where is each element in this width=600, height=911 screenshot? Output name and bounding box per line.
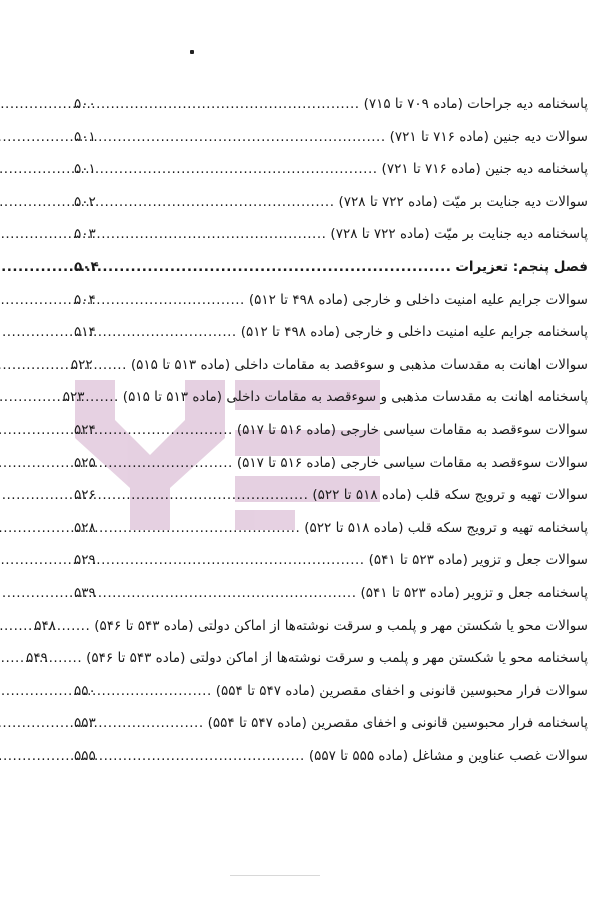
toc-leader-dots bbox=[118, 88, 360, 121]
toc-entry-title: سوالات فرار محبوسین قانونی و اخفای مقصرین (ماده ۵۴۷ تا ۵۵۴) bbox=[215, 682, 588, 699]
toc-page-number: ۵۱۴ bbox=[74, 324, 96, 341]
toc-entry[interactable] bbox=[74, 153, 588, 186]
toc-entry-title: سوالات دیه جنین (ماده ۷۱۶ تا ۷۲۱) bbox=[389, 128, 588, 145]
toc-entry[interactable] bbox=[74, 707, 588, 740]
toc-entry[interactable] bbox=[70, 349, 588, 382]
toc-entry-title: سوالات تهیه و ترویج سکه قلب (ماده ۵۱۸ تا ۵۲۲) bbox=[312, 487, 588, 504]
toc-leader-dots bbox=[118, 186, 335, 219]
toc-page-number: ۵۲۶ bbox=[74, 487, 96, 504]
toc-leader-dots bbox=[118, 512, 300, 545]
toc-entry[interactable] bbox=[74, 121, 588, 154]
toc-entry[interactable] bbox=[74, 675, 588, 708]
toc-page-number: ۵۲۵ bbox=[74, 454, 96, 471]
toc-leader-dots bbox=[107, 381, 119, 414]
toc-page-number: ۵۰۲ bbox=[74, 193, 96, 210]
toc-entry-title: پاسخنامه دیه جنایت بر میّت (ماده ۷۲۲ تا ۷۲۸) bbox=[330, 226, 588, 243]
toc-page-number: ۵۰۰ bbox=[74, 96, 96, 112]
toc-entry-title: پاسخنامه تهیه و ترویج سکه قلب (ماده ۵۱۸ تا ۵۲۲) bbox=[304, 519, 588, 536]
toc-entry[interactable] bbox=[74, 88, 588, 121]
toc-entry-title: پاسخنامه اهانت به مقدسات مذهبی و سوءقصد به مقامات داخلی (ماده ۵۱۳ تا ۵۱۵) bbox=[122, 389, 588, 406]
toc-leader-dots bbox=[70, 642, 82, 675]
toc-page-number: ۵۳۹ bbox=[74, 584, 96, 601]
toc-entry-title: پاسخنامه جرایم علیه امنیت داخلی و خارجی (ماده ۴۹۸ تا ۵۱۲) bbox=[240, 324, 588, 341]
toc-entry-title: سوالات سوءقصد به مقامات سیاسی خارجی (ماده ۵۱۶ تا ۵۱۷) bbox=[236, 454, 588, 471]
toc-page-number: ۵۰۴ bbox=[74, 291, 96, 308]
toc-entry-title: سوالات سوءقصد به مقامات سیاسی خارجی (ماده ۵۱۶ تا ۵۱۷) bbox=[236, 421, 588, 438]
toc-entry[interactable] bbox=[74, 414, 588, 447]
toc-leader-dots bbox=[78, 610, 90, 643]
toc-entry[interactable] bbox=[74, 740, 588, 773]
toc-entry-title: سوالات جرایم علیه امنیت داخلی و خارجی (ماده ۴۹۸ تا ۵۱۲) bbox=[248, 291, 588, 308]
toc-entry-title: پاسخنامه دیه جراحات (ماده ۷۰۹ تا ۷۱۵) bbox=[363, 96, 588, 112]
toc-page-number: ۵۲۹ bbox=[74, 552, 96, 569]
toc-page-number: ۵۵۰ bbox=[74, 682, 96, 699]
toc-entry[interactable] bbox=[74, 218, 588, 251]
toc-entry-title: فصل پنجم: تعزیرات bbox=[455, 258, 588, 275]
toc-entry-title: سوالات اهانت به مقدسات مذهبی و سوءقصد به مقامات داخلی (ماده ۵۱۳ تا ۵۱۵) bbox=[130, 356, 588, 373]
table-of-contents bbox=[26, 88, 588, 772]
toc-entry[interactable] bbox=[26, 642, 588, 675]
toc-page-number: ۵۴۸ bbox=[34, 617, 56, 634]
toc-entry[interactable] bbox=[74, 512, 588, 545]
toc-leader-dots bbox=[118, 447, 233, 480]
toc-leader-dots bbox=[115, 349, 127, 382]
toc-page-number: ۵۲۸ bbox=[74, 519, 96, 536]
toc-entry[interactable] bbox=[74, 479, 588, 512]
toc-chapter-heading[interactable] bbox=[74, 251, 588, 284]
toc-entry[interactable] bbox=[74, 447, 588, 480]
toc-leader-dots bbox=[118, 707, 204, 740]
toc-entry-title: سوالات محو یا شکستن مهر و پلمب و سرقت نوشته‌ها از اماکن دولتی (ماده ۵۴۳ تا ۵۴۶) bbox=[94, 617, 588, 634]
toc-page-number: ۵۵۳ bbox=[74, 715, 96, 732]
toc-leader-dots bbox=[118, 675, 212, 708]
toc-entry[interactable] bbox=[74, 316, 588, 349]
toc-entry-title: پاسخنامه محو یا شکستن مهر و پلمب و سرقت نوشته‌ها از اماکن دولتی (ماده ۵۴۳ تا ۵۴۶) bbox=[86, 650, 588, 667]
toc-page-number: ۵۰۱ bbox=[74, 161, 96, 178]
page-marker-dot bbox=[190, 50, 194, 54]
toc-page-number: ۵۴۹ bbox=[26, 650, 48, 667]
toc-leader-dots bbox=[118, 316, 237, 349]
toc-page-number: ۵۵۵ bbox=[74, 747, 96, 764]
toc-entry-title: سوالات دیه جنایت بر میّت (ماده ۷۲۲ تا ۷۲۸) bbox=[338, 193, 588, 210]
toc-entry[interactable] bbox=[74, 544, 588, 577]
toc-leader-dots bbox=[118, 218, 326, 251]
toc-leader-dots bbox=[118, 544, 365, 577]
toc-leader-dots bbox=[118, 414, 233, 447]
toc-entry[interactable] bbox=[74, 577, 588, 610]
toc-leader-dots bbox=[118, 251, 451, 284]
toc-page-number: ۵۰۱ bbox=[74, 128, 96, 145]
toc-page-number: ۵۲۴ bbox=[74, 421, 96, 438]
toc-entry[interactable] bbox=[74, 186, 588, 219]
toc-leader-dots bbox=[118, 577, 356, 610]
toc-entry[interactable] bbox=[62, 381, 588, 414]
toc-leader-dots bbox=[118, 479, 308, 512]
toc-page-number: ۵۲۲ bbox=[70, 356, 93, 373]
toc-page-number: ۵۰۴ bbox=[74, 258, 99, 275]
toc-entry[interactable] bbox=[34, 610, 588, 643]
toc-leader-dots bbox=[118, 121, 386, 154]
toc-page-number: ۵۲۳ bbox=[62, 389, 85, 406]
toc-entry-title: سوالات غصب عناوین و مشاغل (ماده ۵۵۵ تا ۵۵۷) bbox=[308, 747, 588, 764]
toc-entry-title: سوالات جعل و تزویر (ماده ۵۲۳ تا ۵۴۱) bbox=[368, 552, 588, 569]
toc-leader-dots bbox=[118, 284, 245, 317]
toc-leader-dots bbox=[118, 740, 305, 773]
toc-leader-dots bbox=[118, 153, 378, 186]
toc-entry-title: پاسخنامه فرار محبوسین قانونی و اخفای مقصرین (ماده ۵۴۷ تا ۵۵۴) bbox=[207, 715, 588, 732]
toc-entry[interactable] bbox=[74, 284, 588, 317]
footer-divider bbox=[230, 875, 320, 876]
toc-entry-title: پاسخنامه جعل و تزویر (ماده ۵۲۳ تا ۵۴۱) bbox=[360, 584, 588, 601]
toc-page-number: ۵۰۳ bbox=[74, 226, 96, 243]
toc-entry-title: پاسخنامه دیه جنین (ماده ۷۱۶ تا ۷۲۱) bbox=[381, 161, 588, 178]
